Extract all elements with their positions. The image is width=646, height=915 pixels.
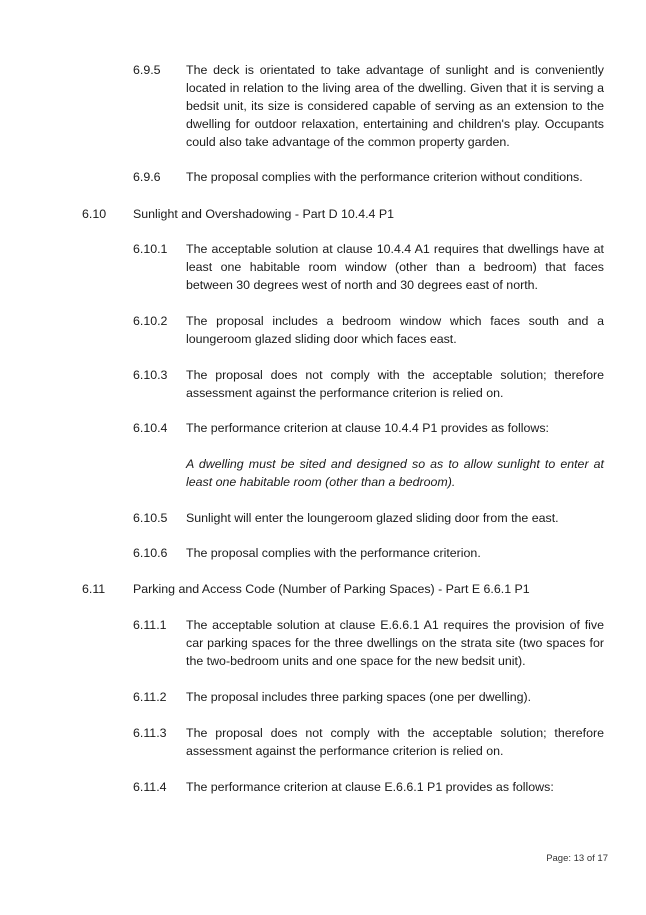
section-heading: Parking and Access Code (Number of Parking Spaces) - Part E 6.6.1 P1 [133, 582, 530, 596]
clause-number: 6.10.4 [133, 421, 168, 435]
clause-number: 6.11.4 [133, 780, 167, 794]
clause-text: The performance criterion at clause E.6.6.1 P1 provides as follows: [186, 780, 554, 794]
clause-number: 6.11.1 [133, 618, 167, 632]
clause-text: The deck is orientated to take advantage of sunlight and is conveniently located in relation to the living area of the dwelling. Given that it is serving a bedsit unit, its size is considered capable of serving as an extension to the dwelling for outdoor relaxation, entertaining and children's play. Occupants could also take advantage of the common property garden. [186, 63, 604, 149]
clause-number: 6.9.5 [133, 63, 161, 77]
clause-number: 6.10.3 [133, 368, 168, 382]
clause-number: 6.11.2 [133, 690, 167, 704]
clause-number: 6.11.3 [133, 726, 167, 740]
clause-text: The proposal complies with the performance criterion. [186, 546, 481, 560]
section-number: 6.10 [82, 207, 107, 221]
clause-number: 6.10.5 [133, 511, 168, 525]
clause-text: The proposal complies with the performance criterion without conditions. [186, 170, 583, 184]
quoted-criterion: A dwelling must be sited and designed so as to allow sunlight to enter at least one habitable room (other than a bedroom). [186, 457, 604, 489]
clause-text: The acceptable solution at clause E.6.6.1 A1 requires the provision of five car parking spaces for the three dwellings on the strata site (two spaces for the two-bedroom units and one space for the new bedsit unit). [186, 618, 604, 668]
clause-number: 6.10.2 [133, 314, 168, 328]
clause-text: The proposal includes three parking spaces (one per dwelling). [186, 690, 532, 704]
section-number: 6.11 [82, 582, 106, 596]
clause-text: The proposal does not comply with the acceptable solution; therefore assessment against the performance criterion is relied on. [186, 368, 604, 400]
clause-text: The proposal does not comply with the acceptable solution; therefore assessment against the performance criterion is relied on. [186, 726, 604, 758]
section-heading: Sunlight and Overshadowing - Part D 10.4.4 P1 [133, 207, 395, 221]
clause-number: 6.9.6 [133, 170, 161, 184]
clause-number: 6.10.1 [133, 242, 168, 256]
clause-text: Sunlight will enter the loungeroom glazed sliding door from the east. [186, 511, 559, 525]
clause-text: The acceptable solution at clause 10.4.4 A1 requires that dwellings have at least one habitable room window (other than a bedroom) that faces between 30 degrees west of north and 30 degrees east of north. [186, 242, 604, 292]
clause-text: The proposal includes a bedroom window which faces south and a loungeroom glazed sliding door which faces east. [186, 314, 604, 346]
clause-text: The performance criterion at clause 10.4.4 P1 provides as follows: [186, 421, 549, 435]
page-number: Page: 13 of 17 [546, 853, 608, 864]
clause-number: 6.10.6 [133, 546, 168, 560]
